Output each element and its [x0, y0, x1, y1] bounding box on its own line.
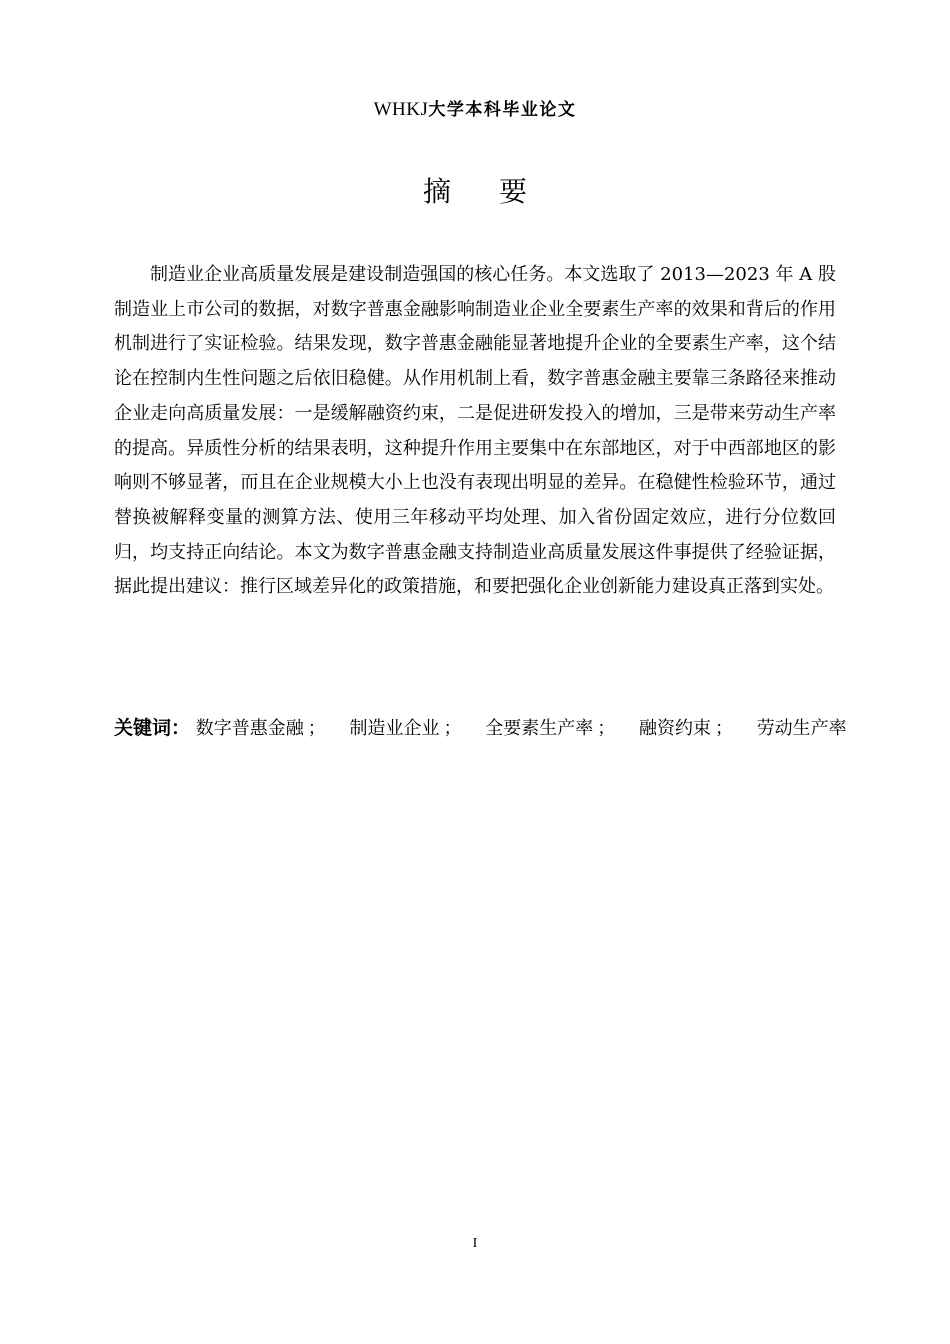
abstract-title-char-1: 摘	[422, 175, 451, 208]
abstract-title-char-2: 要	[499, 175, 528, 208]
keyword-separator: ；	[307, 718, 326, 739]
abstract-title	[0, 172, 950, 212]
keyword-separator: ；	[597, 718, 616, 739]
page-number: I	[472, 1236, 478, 1251]
keywords-label: 关键词：	[114, 717, 191, 739]
keyword-item: 数字普惠金融	[195, 718, 304, 739]
keyword-item: 制造业企业	[349, 718, 440, 739]
page-header	[0, 96, 950, 124]
keyword-item: 劳动生产率	[756, 718, 847, 739]
keyword-separator: ；	[443, 718, 462, 739]
keyword-item: 融资约束	[638, 718, 711, 739]
keywords-line	[114, 711, 874, 746]
header-title-text: 大学本科毕业论文	[428, 100, 577, 120]
keyword-item: 全要素生产率	[485, 718, 594, 739]
abstract-body: 制造业企业高质量发展是建设制造强国的核心任务。本文选取了 2013—2023 年 A 股制造业上市公司的数据，对数字普惠金融影响制造业企业全要素生产率的效果和背后的作用机制进行了实证检验。结果发现，数字普惠金融能显著地提升企业的全要素生产率，这个结论在控制内生性问题之后依旧稳健。从作用机制上看，数字普惠金融主要靠三条路径来推动企业走向高质量发展：一是缓解融资约束，二是促进研发投入的增加，三是带来劳动生产率的提高。异质性分析的结果表明，这种提升作用主要集中在东部地区，对于中西部地区的影响则不够显著，而且在企业规模大小上也没有表现出明显的差异。在稳健性检验环节，通过替换被解释变量的测算方法、使用三年移动平均处理、加入省份固定效应，进行分位数回归，均支持正向结论。本文为数字普惠金融支持制造业高质量发展这件事提供了经验证据，据此提出建议：推行区域差异化的政策措施，和要把强化企业创新能力建设真正落到实处。	[114, 264, 836, 598]
header-latin-text: WHKJ	[373, 99, 429, 120]
keyword-separator: ；	[714, 718, 733, 739]
